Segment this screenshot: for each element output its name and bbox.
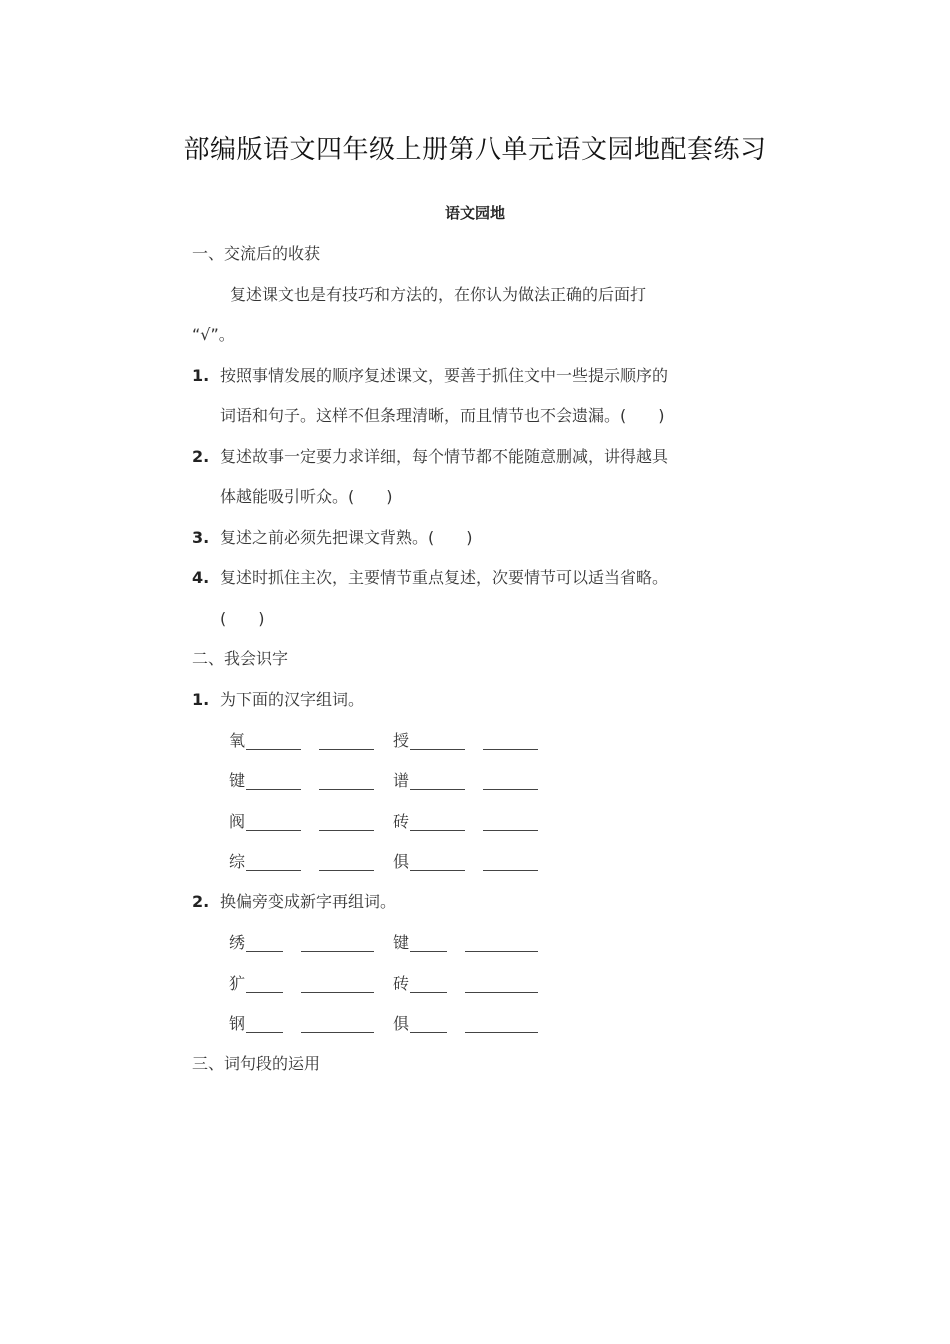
word-row xyxy=(0,1013,950,1037)
target-character: 砖 xyxy=(393,974,410,993)
target-character: 俱 xyxy=(393,852,410,871)
item-text: 为下面的汉字组词。 xyxy=(220,690,365,709)
question-item xyxy=(192,891,396,913)
question-item xyxy=(192,689,364,711)
item-text-continued: ( ) xyxy=(220,609,265,628)
answer-blank[interactable] xyxy=(301,1032,374,1033)
target-character: 阀 xyxy=(229,812,246,831)
answer-blank[interactable] xyxy=(246,1032,283,1033)
item-number: 1. xyxy=(192,366,210,385)
item-number: 3. xyxy=(192,528,210,547)
word-row xyxy=(0,811,950,835)
answer-blank[interactable] xyxy=(246,830,301,831)
answer-blank[interactable] xyxy=(483,870,538,871)
answer-blank[interactable] xyxy=(246,870,301,871)
answer-blank[interactable] xyxy=(483,749,538,750)
item-number: 4. xyxy=(192,568,210,587)
answer-blank[interactable] xyxy=(246,992,283,993)
word-row xyxy=(0,770,950,794)
target-character: 钢 xyxy=(229,1014,246,1033)
item-text: 复述之前必须先把课文背熟。( ) xyxy=(220,528,473,547)
target-character: 犷 xyxy=(229,974,246,993)
answer-blank[interactable] xyxy=(301,992,374,993)
answer-blank[interactable] xyxy=(319,830,374,831)
answer-blank[interactable] xyxy=(410,749,465,750)
item-text: 按照事情发展的顺序复述课文，要善于抓住文中一些提示顺序的 xyxy=(220,366,669,385)
target-character: 氧 xyxy=(229,731,246,750)
answer-blank[interactable] xyxy=(483,789,538,790)
answer-blank[interactable] xyxy=(410,789,465,790)
item-text-continued: 词语和句子。这样不但条理清晰，而且情节也不会遗漏。( ) xyxy=(220,406,665,425)
item-text-continued: 体越能吸引听众。( ) xyxy=(220,487,393,506)
page-title: 部编版语文四年级上册第八单元语文园地配套练习 xyxy=(183,135,767,165)
section1-heading: 一、交流后的收获 xyxy=(192,244,321,263)
question-item xyxy=(192,365,668,387)
answer-blank[interactable] xyxy=(483,830,538,831)
answer-blank[interactable] xyxy=(319,789,374,790)
target-character: 砖 xyxy=(393,812,410,831)
section1-intro-line2: “√”。 xyxy=(192,325,235,344)
word-row xyxy=(0,851,950,875)
word-row xyxy=(0,932,950,956)
answer-blank[interactable] xyxy=(465,992,538,993)
answer-blank[interactable] xyxy=(465,1032,538,1033)
item-text: 换偏旁变成新字再组词。 xyxy=(220,892,397,911)
word-row xyxy=(0,730,950,754)
answer-blank[interactable] xyxy=(465,951,538,952)
answer-blank[interactable] xyxy=(301,951,374,952)
item-number: 1. xyxy=(192,690,210,709)
question-item xyxy=(192,527,473,549)
answer-blank[interactable] xyxy=(246,951,283,952)
answer-blank[interactable] xyxy=(319,749,374,750)
item-text: 复述故事一定要力求详细，每个情节都不能随意删减，讲得越具 xyxy=(220,447,669,466)
answer-blank[interactable] xyxy=(246,749,301,750)
section3-heading: 三、词句段的运用 xyxy=(192,1054,321,1073)
word-row xyxy=(0,973,950,997)
target-character: 键 xyxy=(393,933,410,952)
target-character: 键 xyxy=(229,771,246,790)
answer-blank[interactable] xyxy=(410,1032,447,1033)
question-item xyxy=(192,446,668,468)
target-character: 绣 xyxy=(229,933,246,952)
target-character: 俱 xyxy=(393,1014,410,1033)
item-text: 复述时抓住主次，主要情节重点复述，次要情节可以适当省略。 xyxy=(220,568,669,587)
target-character: 谱 xyxy=(393,771,410,790)
target-character: 授 xyxy=(393,731,410,750)
answer-blank[interactable] xyxy=(246,789,301,790)
item-number: 2. xyxy=(192,892,210,911)
answer-blank[interactable] xyxy=(319,870,374,871)
section-subtitle: 语文园地 xyxy=(444,204,505,222)
section2-heading: 二、我会识字 xyxy=(192,649,289,668)
item-number: 2. xyxy=(192,447,210,466)
question-item xyxy=(192,567,668,589)
answer-blank[interactable] xyxy=(410,830,465,831)
target-character: 综 xyxy=(229,852,246,871)
answer-blank[interactable] xyxy=(410,992,447,993)
answer-blank[interactable] xyxy=(410,870,465,871)
section1-intro-line1: 复述课文也是有技巧和方法的，在你认为做法正确的后面打 xyxy=(230,285,647,304)
answer-blank[interactable] xyxy=(410,951,447,952)
